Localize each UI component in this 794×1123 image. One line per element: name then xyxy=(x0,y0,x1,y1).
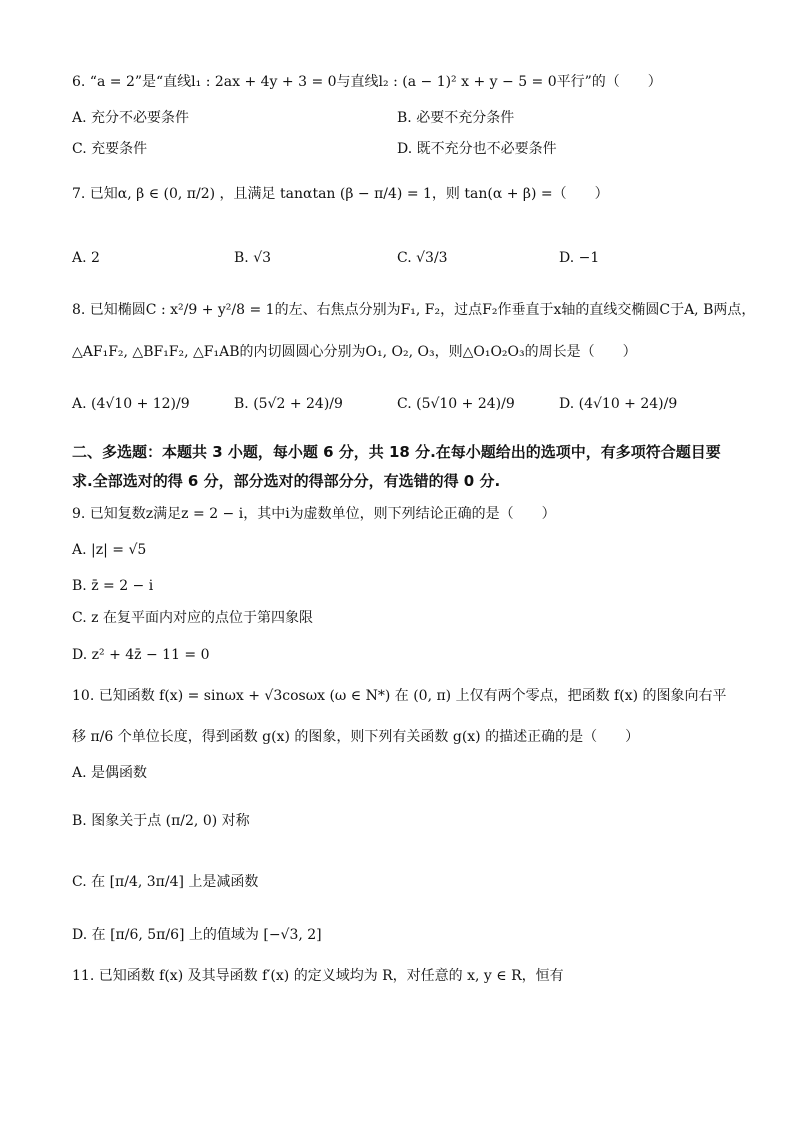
q9-option-d: D. z² + 4z̄ − 11 = 0 xyxy=(72,647,210,663)
q7-option-d: D. −1 xyxy=(559,250,600,266)
q10-stem-line2: 移 π/6 个单位长度，得到函数 g(x) 的图象，则下列有关函数 g(x) 的描述正确的是（ ） xyxy=(72,729,640,745)
q7-stem-mid: ，且满足 tanαtan xyxy=(219,186,336,202)
q7-stem-pre: 7. 已知α, β ∈ xyxy=(72,186,160,202)
q9-stem: 9. 已知复数z满足z = 2 − i，其中i为虚数单位，则下列结论正确的是（ ） xyxy=(72,506,556,522)
q6-option-b: B. 必要不充分条件 xyxy=(397,110,515,126)
q10-option-d: D. 在 [π/6, 5π/6] 上的值域为 [−√3, 2] xyxy=(72,927,322,943)
q8-option-d: D. (4√10 + 24)/9 xyxy=(559,396,678,412)
q10-option-b: B. 图象关于点 (π/2, 0) 对称 xyxy=(72,813,250,829)
q8-option-a: A. (4√10 + 12)/9 xyxy=(72,396,190,412)
q7-option-c: C. √3/3 xyxy=(397,250,448,266)
q7-stem-post: = 1，则 tan(α + β) =（ ） xyxy=(406,186,609,202)
q9-option-a: A. |z| = √5 xyxy=(72,542,147,558)
q9-option-c: C. z 在复平面内对应的点位于第四象限 xyxy=(72,610,313,626)
q6-option-c: C. 充要条件 xyxy=(72,141,148,157)
q11-stem: 11. 已知函数 f(x) 及其导函数 f′(x) 的定义域均为 R，对任意的 x, y ∈ R，恒有 xyxy=(72,968,564,984)
q7-option-a: A. 2 xyxy=(72,250,100,266)
q7-interval: (0, π/2) xyxy=(163,186,216,202)
q8-stem-line1: 8. 已知椭圆C : x²/9 + y²/8 = 1的左、右焦点分别为F₁, F₂，过点F₂作垂直于x轴的直线交椭圆C于A, B两点， xyxy=(72,302,756,318)
q6-option-a: A. 充分不必要条件 xyxy=(72,110,190,126)
q7-option-b: B. √3 xyxy=(234,250,272,266)
q8-option-c: C. (5√10 + 24)/9 xyxy=(397,396,515,412)
q6-option-d: D. 既不充分也不必要条件 xyxy=(397,141,557,157)
q10-option-a: A. 是偶函数 xyxy=(72,765,148,781)
q8-stem-line2: △AF₁F₂, △BF₁F₂, △F₁AB的内切圆圆心分别为O₁, O₂, O₃，则△O₁O₂O₃的周长是（ ） xyxy=(72,344,637,360)
q7-stem xyxy=(72,184,609,204)
q10-stem-line1: 10. 已知函数 f(x) = sinωx + √3cosωx (ω ∈ N*) 在 (0, π) 上仅有两个零点，把函数 f(x) 的图象向右平 xyxy=(72,688,727,704)
q6-stem: 6. “a = 2”是“直线l₁ : 2ax + 4y + 3 = 0与直线l₂ : (a − 1)² x + y − 5 = 0平行”的（ ） xyxy=(72,74,662,90)
q7-paren: (β − π/4) xyxy=(339,186,403,202)
q9-option-b: B. z̄ = 2 − i xyxy=(72,578,154,594)
q8-option-b: B. (5√2 + 24)/9 xyxy=(234,396,343,412)
q10-option-c: C. 在 [π/4, 3π/4] 上是减函数 xyxy=(72,874,259,890)
section-2-instructions: 二、多选题：本题共 3 小题，每小题 6 分，共 18 分.在每小题给出的选项中，有多项符合题目要求.全部选对的得 6 分，部分选对的得部分分，有选错的得 0 分. xyxy=(72,443,721,490)
